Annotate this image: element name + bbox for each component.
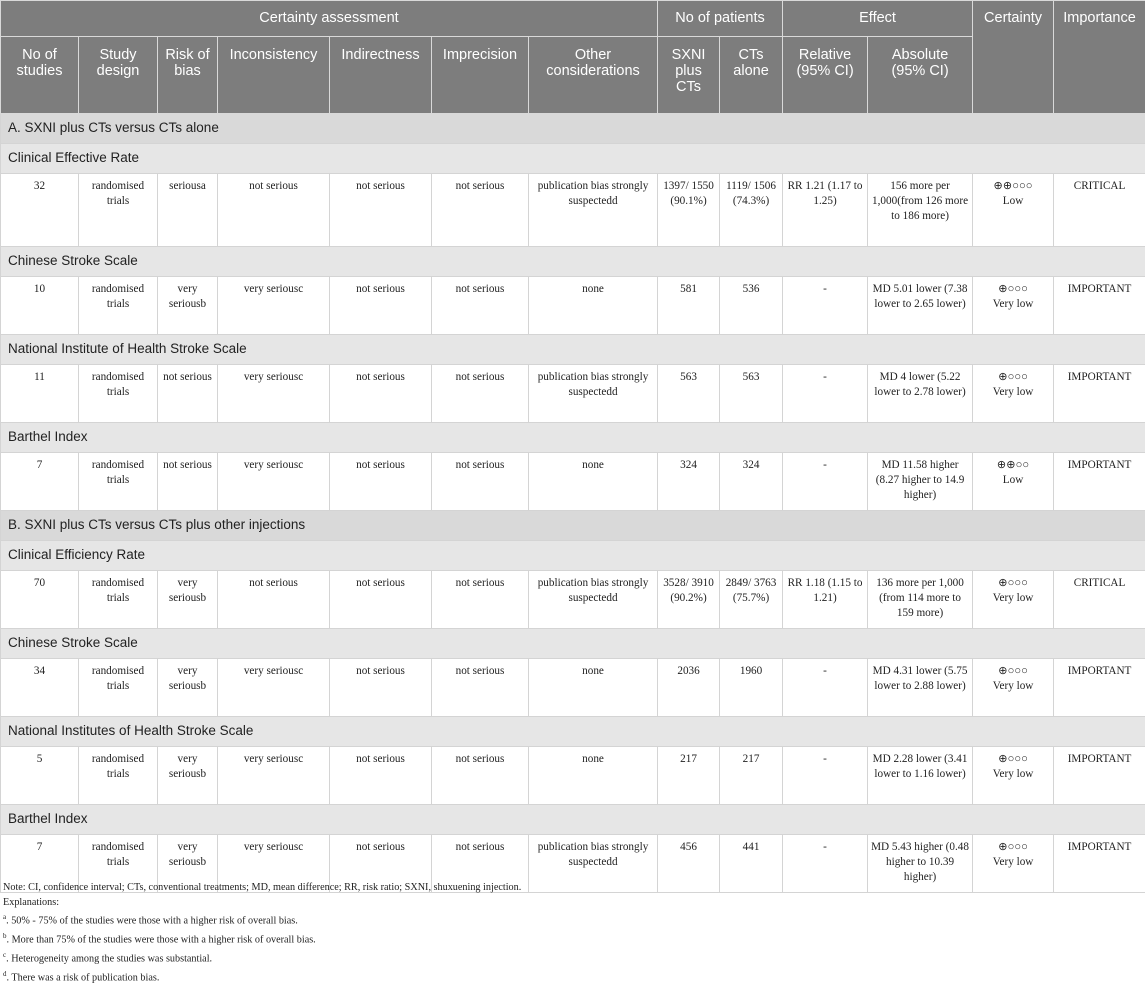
indirectness-cell: not serious xyxy=(330,659,432,717)
risk-of-bias-cell: very seriousb xyxy=(158,747,218,805)
relative-header: Relative (95% CI) xyxy=(783,37,868,114)
abbreviation-note: Note: CI, confidence interval; CTs, conventional treatments; MD, mean difference; RR, risk ratio; SXNI, shuxuening injection. xyxy=(3,881,521,896)
cts-alone-header: CTs alone xyxy=(720,37,783,114)
indirectness-cell: not serious xyxy=(330,365,432,423)
no-of-patients-header: No of patients xyxy=(658,1,783,37)
indirectness-cell: not serious xyxy=(330,174,432,247)
imprecision-cell: not serious xyxy=(432,453,529,511)
outcome-name: Barthel Index xyxy=(1,805,1145,835)
absolute-effect-cell: MD 5.01 lower (7.38 lower to 2.65 lower) xyxy=(868,277,973,335)
footnote-text: . Heterogeneity among the studies was substantial. xyxy=(6,954,212,965)
outcome-name: Clinical Effective Rate xyxy=(1,144,1145,174)
other-considerations-cell: none xyxy=(529,453,658,511)
other-considerations-cell: publication bias strongly suspectedd xyxy=(529,365,658,423)
indirectness-cell: not serious xyxy=(330,835,432,893)
cts-alone-cell: 536 xyxy=(720,277,783,335)
inconsistency-cell: very seriousc xyxy=(218,365,330,423)
effect-header: Effect xyxy=(783,1,973,37)
cts-alone-cell: 217 xyxy=(720,747,783,805)
importance-cell: IMPORTANT xyxy=(1054,277,1145,335)
importance-cell: CRITICAL xyxy=(1054,174,1145,247)
cts-alone-cell: 1119/ 1506 (74.3%) xyxy=(720,174,783,247)
outcome-name: Chinese Stroke Scale xyxy=(1,247,1145,277)
cts-alone-cell: 2849/ 3763 (75.7%) xyxy=(720,571,783,629)
table-row xyxy=(1,277,1145,335)
no-of-studies-cell: 5 xyxy=(1,747,79,805)
table-row xyxy=(1,659,1145,717)
importance-cell: IMPORTANT xyxy=(1054,747,1145,805)
certainty-cell: ⊕○○○ Very low xyxy=(973,659,1054,717)
certainty-cell: ⊕⊕○○○ Low xyxy=(973,174,1054,247)
footnote-list xyxy=(3,910,521,986)
cts-alone-cell: 1960 xyxy=(720,659,783,717)
inconsistency-cell: very seriousc xyxy=(218,277,330,335)
sxni-plus-cts-cell: 2036 xyxy=(658,659,720,717)
outcome-name: Chinese Stroke Scale xyxy=(1,629,1145,659)
relative-effect-cell: RR 1.21 (1.17 to 1.25) xyxy=(783,174,868,247)
outcome-row xyxy=(1,541,1145,571)
certainty-cell: ⊕○○○ Very low xyxy=(973,835,1054,893)
table-notes xyxy=(3,881,521,986)
imprecision-cell: not serious xyxy=(432,835,529,893)
inconsistency-cell: very seriousc xyxy=(218,747,330,805)
footnote-mark: a xyxy=(3,913,6,921)
no-of-studies-cell: 7 xyxy=(1,453,79,511)
other-considerations-cell: none xyxy=(529,277,658,335)
outcome-name: Barthel Index xyxy=(1,423,1145,453)
outcome-row xyxy=(1,423,1145,453)
inconsistency-cell: very seriousc xyxy=(218,659,330,717)
indirectness-header: Indirectness xyxy=(330,37,432,114)
inconsistency-cell: very seriousc xyxy=(218,835,330,893)
risk-of-bias-cell: very seriousb xyxy=(158,835,218,893)
imprecision-cell: not serious xyxy=(432,571,529,629)
importance-cell: IMPORTANT xyxy=(1054,365,1145,423)
risk-of-bias-cell: very seriousb xyxy=(158,659,218,717)
risk-of-bias-cell: very seriousb xyxy=(158,571,218,629)
no-of-studies-cell: 32 xyxy=(1,174,79,247)
footnote-mark: c xyxy=(3,951,6,959)
certainty-cell: ⊕⊕○○ Low xyxy=(973,453,1054,511)
inconsistency-header: Inconsistency xyxy=(218,37,330,114)
no-of-studies-cell: 7 xyxy=(1,835,79,893)
imprecision-cell: not serious xyxy=(432,659,529,717)
other-considerations-cell: publication bias strongly suspectedd xyxy=(529,174,658,247)
outcome-name: National Institutes of Health Stroke Scale xyxy=(1,717,1145,747)
absolute-effect-cell: 136 more per 1,000 (from 114 more to 159 more) xyxy=(868,571,973,629)
other-considerations-cell: publication bias strongly suspectedd xyxy=(529,571,658,629)
comparison-title: B. SXNI plus CTs versus CTs plus other injections xyxy=(1,511,1145,541)
risk-of-bias-header: Risk of bias xyxy=(158,37,218,114)
imprecision-header: Imprecision xyxy=(432,37,529,114)
explanations-label: Explanations: xyxy=(3,896,521,911)
sxni-plus-cts-cell: 3528/ 3910 (90.2%) xyxy=(658,571,720,629)
table-row xyxy=(1,571,1145,629)
relative-effect-cell: - xyxy=(783,277,868,335)
relative-effect-cell: - xyxy=(783,659,868,717)
outcome-row xyxy=(1,247,1145,277)
inconsistency-cell: not serious xyxy=(218,571,330,629)
cts-alone-cell: 441 xyxy=(720,835,783,893)
relative-effect-cell: RR 1.18 (1.15 to 1.21) xyxy=(783,571,868,629)
risk-of-bias-cell: seriousa xyxy=(158,174,218,247)
importance-cell: IMPORTANT xyxy=(1054,453,1145,511)
footnote-text: . More than 75% of the studies were those with a higher risk of overall bias. xyxy=(7,935,316,946)
no-of-studies-cell: 11 xyxy=(1,365,79,423)
sxni-plus-cts-cell: 581 xyxy=(658,277,720,335)
imprecision-cell: not serious xyxy=(432,747,529,805)
indirectness-cell: not serious xyxy=(330,747,432,805)
outcome-row xyxy=(1,144,1145,174)
no-of-studies-cell: 34 xyxy=(1,659,79,717)
sxni-plus-cts-cell: 324 xyxy=(658,453,720,511)
importance-cell: IMPORTANT xyxy=(1054,659,1145,717)
table-row xyxy=(1,747,1145,805)
study-design-cell: randomised trials xyxy=(79,747,158,805)
other-considerations-cell: publication bias strongly suspectedd xyxy=(529,835,658,893)
outcome-name: National Institute of Health Stroke Scale xyxy=(1,335,1145,365)
no-of-studies-cell: 70 xyxy=(1,571,79,629)
importance-header: Importance xyxy=(1054,1,1145,114)
importance-cell: CRITICAL xyxy=(1054,571,1145,629)
importance-cell: IMPORTANT xyxy=(1054,835,1145,893)
footnote xyxy=(3,910,521,929)
indirectness-cell: not serious xyxy=(330,453,432,511)
relative-effect-cell: - xyxy=(783,747,868,805)
indirectness-cell: not serious xyxy=(330,277,432,335)
footnote-text: . 50% - 75% of the studies were those with a higher risk of overall bias. xyxy=(6,916,298,927)
comparison-title: A. SXNI plus CTs versus CTs alone xyxy=(1,114,1145,144)
inconsistency-cell: very seriousc xyxy=(218,453,330,511)
comparison-section-row xyxy=(1,114,1145,144)
no-of-studies-header: No of studies xyxy=(1,37,79,114)
table-row xyxy=(1,453,1145,511)
certainty-header: Certainty xyxy=(973,1,1054,114)
absolute-effect-cell: MD 4.31 lower (5.75 lower to 2.88 lower) xyxy=(868,659,973,717)
inconsistency-cell: not serious xyxy=(218,174,330,247)
absolute-effect-cell: MD 4 lower (5.22 lower to 2.78 lower) xyxy=(868,365,973,423)
other-considerations-header: Other considerations xyxy=(529,37,658,114)
study-design-cell: randomised trials xyxy=(79,453,158,511)
sxni-plus-cts-cell: 1397/ 1550 (90.1%) xyxy=(658,174,720,247)
footnote-text: . There was a risk of publication bias. xyxy=(7,973,160,984)
table-header xyxy=(1,1,1145,114)
no-of-studies-cell: 10 xyxy=(1,277,79,335)
certainty-cell: ⊕○○○ Very low xyxy=(973,277,1054,335)
footnote-mark: d xyxy=(3,970,7,978)
imprecision-cell: not serious xyxy=(432,277,529,335)
study-design-cell: randomised trials xyxy=(79,835,158,893)
imprecision-cell: not serious xyxy=(432,174,529,247)
study-design-header: Study design xyxy=(79,37,158,114)
footnote-mark: b xyxy=(3,932,7,940)
indirectness-cell: not serious xyxy=(330,571,432,629)
absolute-effect-cell: MD 5.43 higher (0.48 higher to 10.39 higher) xyxy=(868,835,973,893)
imprecision-cell: not serious xyxy=(432,365,529,423)
table-row xyxy=(1,174,1145,247)
certainty-cell: ⊕○○○ Very low xyxy=(973,365,1054,423)
risk-of-bias-cell: not serious xyxy=(158,365,218,423)
certainty-cell: ⊕○○○ Very low xyxy=(973,571,1054,629)
outcome-row xyxy=(1,805,1145,835)
study-design-cell: randomised trials xyxy=(79,659,158,717)
outcome-name: Clinical Efficiency Rate xyxy=(1,541,1145,571)
relative-effect-cell: - xyxy=(783,453,868,511)
certainty-cell: ⊕○○○ Very low xyxy=(973,747,1054,805)
footnote xyxy=(3,948,521,967)
sxni-plus-cts-cell: 217 xyxy=(658,747,720,805)
other-considerations-cell: none xyxy=(529,747,658,805)
cts-alone-cell: 563 xyxy=(720,365,783,423)
cts-alone-cell: 324 xyxy=(720,453,783,511)
relative-effect-cell: - xyxy=(783,835,868,893)
risk-of-bias-cell: not serious xyxy=(158,453,218,511)
risk-of-bias-cell: very seriousb xyxy=(158,277,218,335)
absolute-effect-cell: MD 2.28 lower (3.41 lower to 1.16 lower) xyxy=(868,747,973,805)
certainty-assessment-header: Certainty assessment xyxy=(1,1,658,37)
absolute-header: Absolute (95% CI) xyxy=(868,37,973,114)
footnote xyxy=(3,929,521,948)
table-row xyxy=(1,365,1145,423)
comparison-section-row xyxy=(1,511,1145,541)
outcome-row xyxy=(1,335,1145,365)
outcome-row xyxy=(1,717,1145,747)
absolute-effect-cell: MD 11.58 higher (8.27 higher to 14.9 higher) xyxy=(868,453,973,511)
sxni-plus-cts-cell: 456 xyxy=(658,835,720,893)
study-design-cell: randomised trials xyxy=(79,365,158,423)
study-design-cell: randomised trials xyxy=(79,571,158,629)
study-design-cell: randomised trials xyxy=(79,174,158,247)
sxni-plus-cts-header: SXNI plus CTs xyxy=(658,37,720,114)
other-considerations-cell: none xyxy=(529,659,658,717)
outcome-row xyxy=(1,629,1145,659)
sxni-plus-cts-cell: 563 xyxy=(658,365,720,423)
absolute-effect-cell: 156 more per 1,000(from 126 more to 186 more) xyxy=(868,174,973,247)
relative-effect-cell: - xyxy=(783,365,868,423)
study-design-cell: randomised trials xyxy=(79,277,158,335)
table-body xyxy=(1,114,1145,893)
